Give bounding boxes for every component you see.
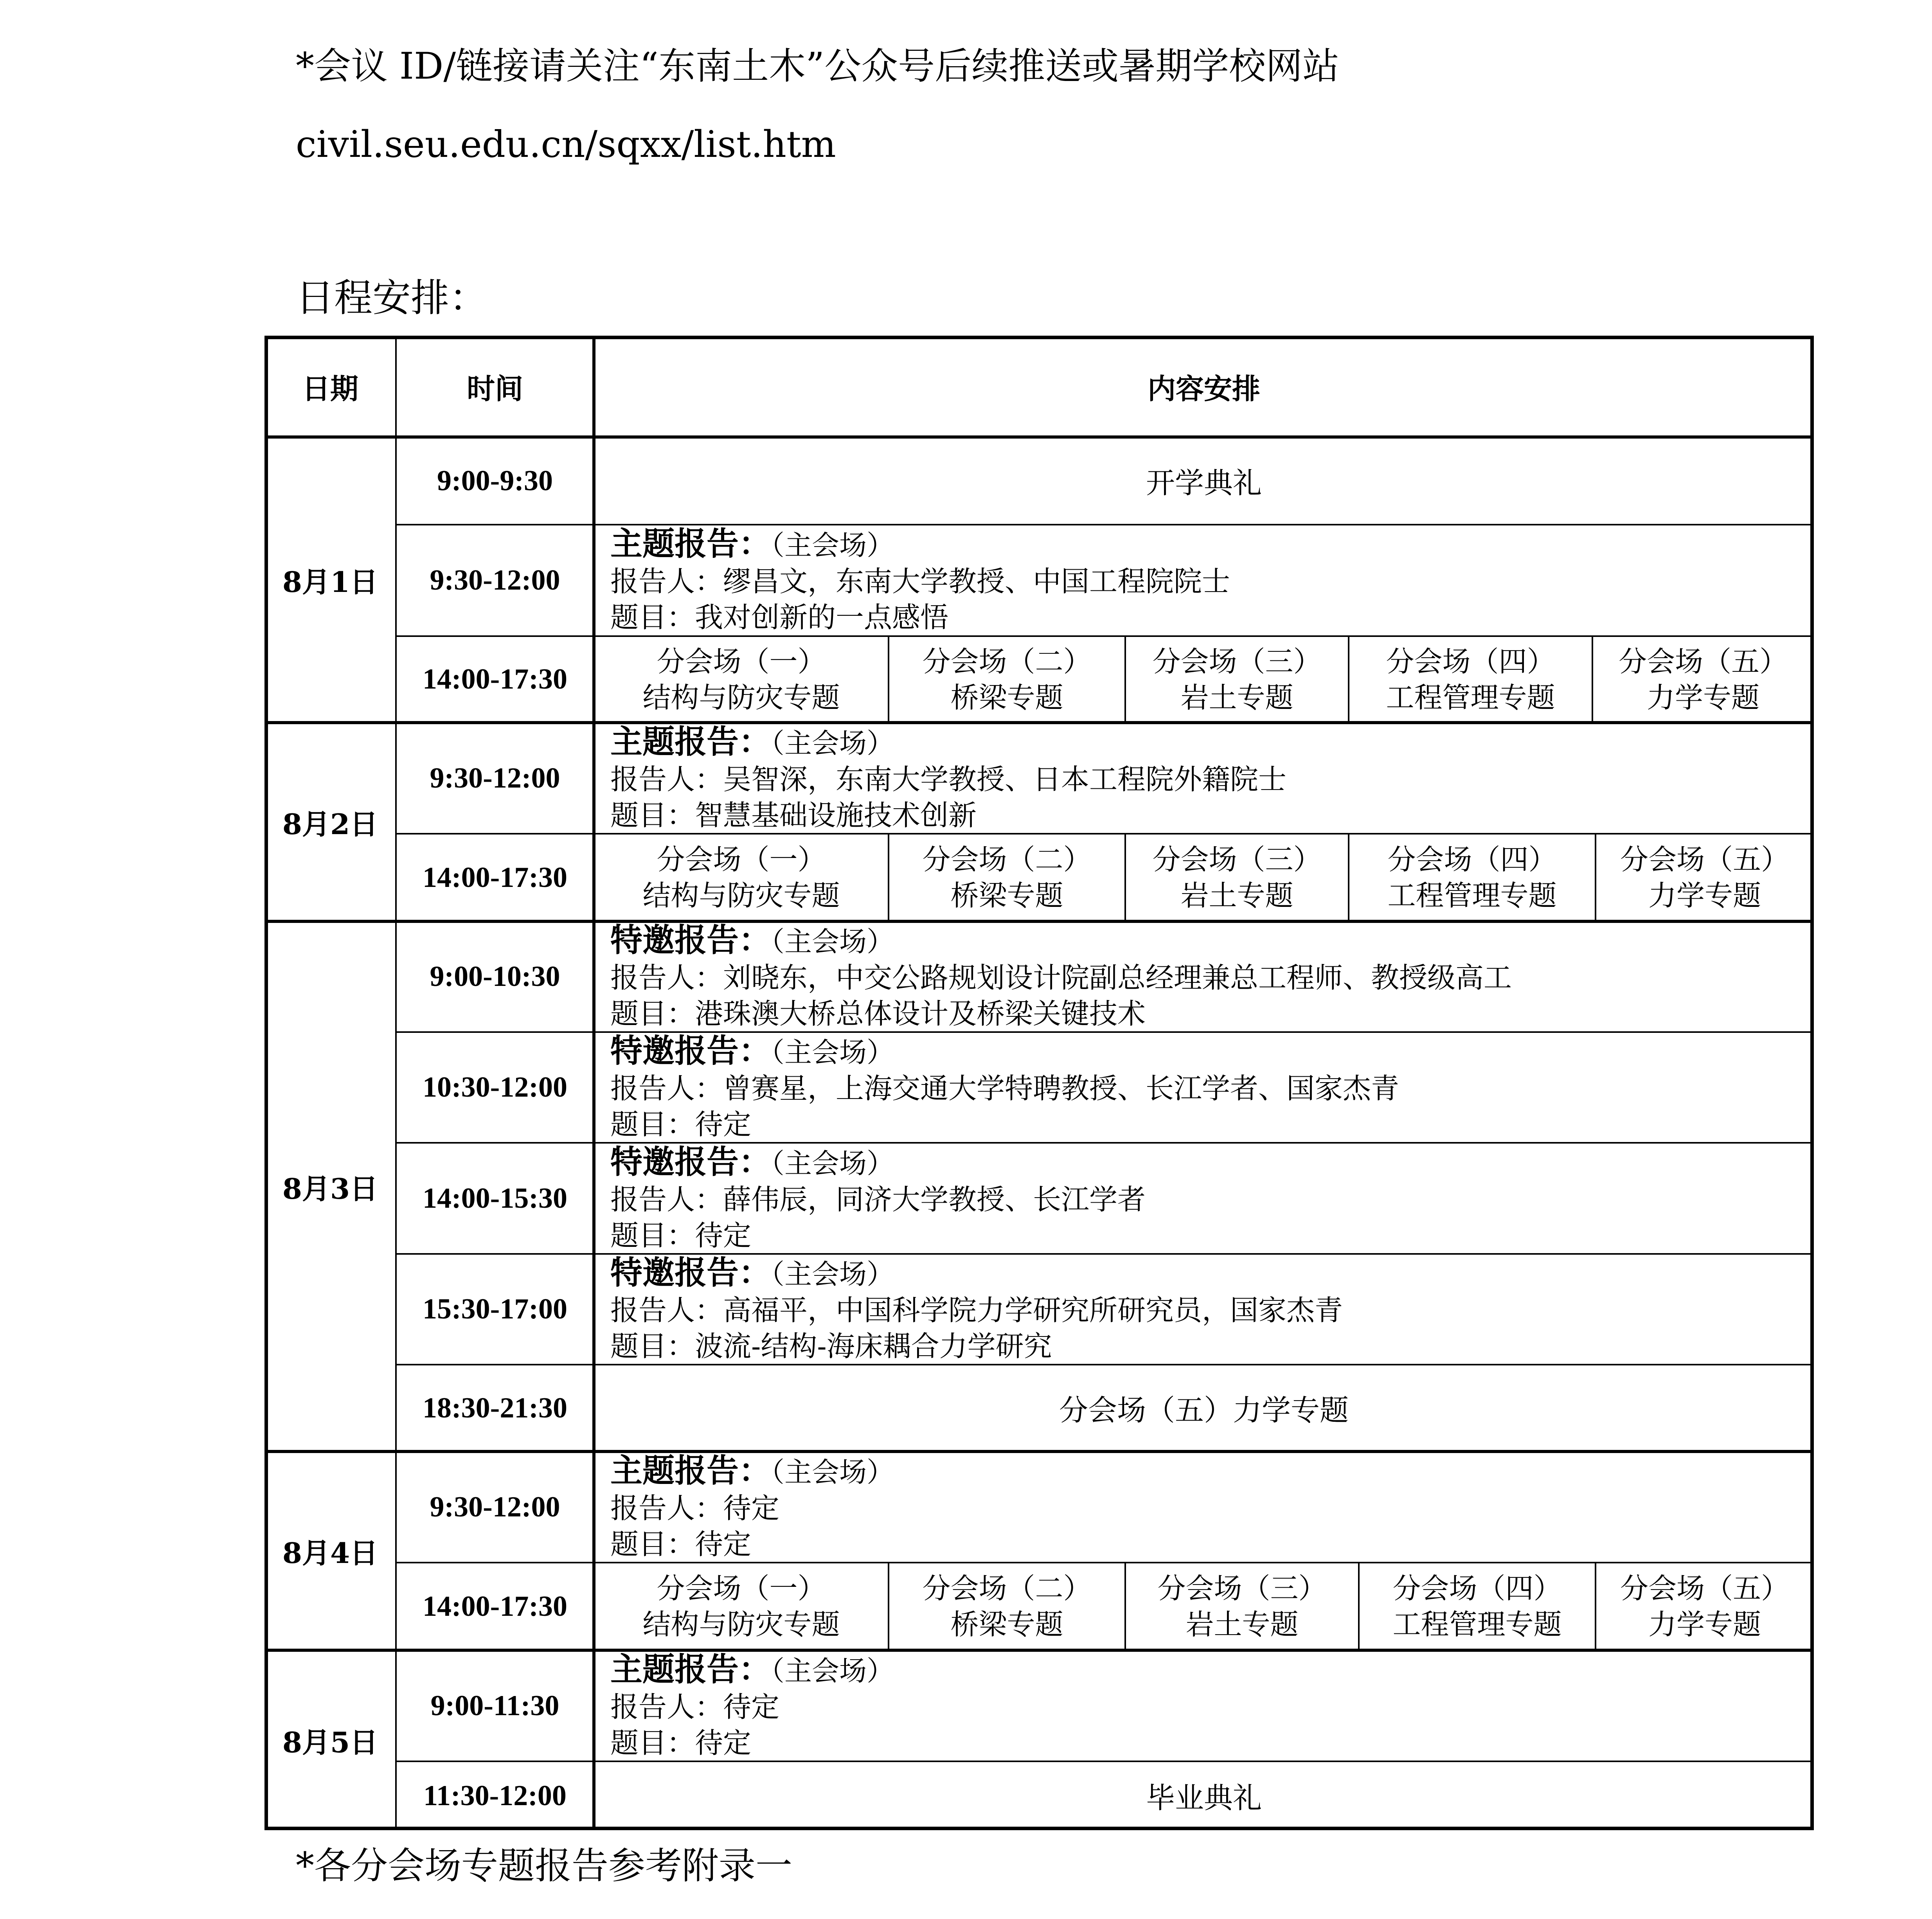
report-venue: （主会场） [771, 1147, 894, 1180]
time-cell: 15:30-17:00 [423, 1293, 567, 1325]
grid-line [888, 834, 889, 921]
report-cell [610, 1650, 894, 1761]
report-speaker: 报告人：缪昌文，东南大学教授、中国工程院院士 [610, 565, 1230, 598]
time-cell: 9:30-12:00 [430, 564, 560, 596]
time-cell: 9:30-12:00 [430, 762, 560, 794]
report-heading [610, 922, 1512, 960]
branch-topic: 岩土专题 [1180, 681, 1293, 714]
branch-session-cell [1596, 834, 1814, 921]
report-kind: 特邀报告： [610, 1032, 771, 1070]
report-venue: （主会场） [771, 727, 894, 759]
branch-venue: 分会场（一） [657, 1572, 826, 1605]
top-note: *会议 ID/链接请关注“东南土木”公众号后续推送或暑期学校网站 [296, 45, 1340, 88]
report-venue: （主会场） [771, 1036, 894, 1068]
branch-session-cell [889, 636, 1125, 723]
grid-line [1348, 636, 1349, 723]
grid-line [1358, 1563, 1360, 1650]
date-cell: 8月3日 [282, 1172, 378, 1205]
time-cell: 14:00-17:30 [423, 663, 567, 695]
date-cell: 8月2日 [282, 808, 378, 841]
branch-topic: 力学专题 [1646, 681, 1759, 714]
branch-session-cell [889, 834, 1125, 921]
grid-line [1124, 636, 1126, 723]
branch-topic: 岩土专题 [1185, 1608, 1299, 1641]
branch-session-cell [1125, 636, 1349, 723]
report-venue: （主会场） [771, 1655, 894, 1687]
report-cell [610, 1032, 1399, 1143]
date-cell: 8月1日 [282, 565, 378, 599]
time-cell: 9:00-9:30 [437, 464, 553, 497]
report-topic: 题目：波流-结构-海床耦合力学研究 [610, 1330, 1052, 1363]
header-content: 内容安排 [1147, 372, 1260, 405]
branch-topic: 结构与防灾专题 [642, 1608, 840, 1641]
branch-venue: 分会场（二） [922, 1572, 1092, 1605]
branch-venue: 分会场（一） [657, 843, 826, 876]
schedule-table [264, 336, 1814, 1830]
report-cell [610, 1143, 1146, 1254]
report-kind: 主题报告： [610, 1651, 771, 1688]
report-venue: （主会场） [771, 926, 894, 958]
time-cell: 14:00-15:30 [423, 1182, 567, 1214]
header-date: 日期 [302, 372, 358, 405]
branch-topic: 工程管理专题 [1386, 681, 1555, 714]
opening-ceremony: 开学典礼 [1146, 466, 1262, 500]
report-heading [610, 1452, 894, 1490]
footnote: *各分会场专题报告参考附录一 [296, 1845, 793, 1887]
branch-session-cell [1125, 834, 1349, 921]
date-cell: 8月4日 [282, 1536, 378, 1570]
time-cell: 14:00-17:30 [423, 1590, 567, 1622]
grid-line [1595, 834, 1596, 921]
report-cell [610, 1451, 894, 1563]
report-cell [610, 1254, 1343, 1365]
branch-venue: 分会场（三） [1157, 1572, 1327, 1605]
branch-topic: 力学专题 [1648, 1608, 1761, 1641]
branch-session-cell [1359, 1563, 1596, 1650]
report-heading [610, 525, 1230, 563]
branch-session-cell [1125, 1563, 1359, 1650]
time-cell: 9:00-10:30 [430, 960, 560, 993]
report-speaker: 报告人：吴智深，东南大学教授、日本工程院外籍院士 [610, 763, 1287, 796]
report-speaker: 报告人：高福平，中国科学院力学研究所研究员，国家杰青 [610, 1294, 1343, 1327]
branch-venue: 分会场（四） [1392, 1572, 1562, 1605]
branch-session-cell [889, 1563, 1125, 1650]
branch-venue: 分会场（五） [1618, 645, 1788, 678]
branch-venue: 分会场（二） [922, 645, 1092, 678]
report-topic: 题目：智慧基础设施技术创新 [610, 799, 977, 832]
branch-topic: 岩土专题 [1180, 879, 1293, 912]
report-kind: 特邀报告： [610, 922, 771, 959]
time-cell: 10:30-12:00 [423, 1071, 567, 1103]
branch-topic: 工程管理专题 [1392, 1608, 1562, 1641]
report-heading [610, 1254, 1343, 1292]
report-topic: 题目：待定 [610, 1219, 752, 1252]
branch-venue: 分会场（五） [1620, 1572, 1789, 1605]
report-heading [610, 1651, 894, 1689]
evening-branch-session: 分会场（五）力学专题 [1059, 1394, 1349, 1427]
branch-venue: 分会场（五） [1620, 843, 1789, 876]
branch-session-cell [594, 636, 889, 723]
report-topic: 题目：待定 [610, 1527, 752, 1561]
report-kind: 主题报告： [610, 525, 771, 563]
time-cell: 9:30-12:00 [430, 1491, 560, 1523]
branch-session-cell [1349, 834, 1596, 921]
closing-ceremony: 毕业典礼 [1146, 1781, 1262, 1815]
report-topic: 题目：待定 [610, 1726, 752, 1759]
branch-session-cell [594, 1563, 889, 1650]
section-title: 日程安排： [296, 276, 488, 320]
branch-session-cell [1596, 1563, 1814, 1650]
report-heading [610, 1144, 1146, 1182]
branch-venue: 分会场（二） [922, 843, 1092, 876]
branch-venue: 分会场（四） [1386, 645, 1555, 678]
date-cell: 8月5日 [282, 1726, 378, 1759]
report-venue: （主会场） [771, 1258, 894, 1290]
branch-topic: 桥梁专题 [950, 879, 1063, 912]
report-speaker: 报告人：曾赛星，上海交通大学特聘教授、长江学者、国家杰青 [610, 1072, 1400, 1105]
report-venue: （主会场） [771, 529, 894, 561]
branch-venue: 分会场（四） [1387, 843, 1557, 876]
grid-line [1124, 1563, 1126, 1650]
report-kind: 主题报告： [610, 1452, 771, 1489]
report-heading [610, 1032, 1399, 1070]
report-heading [610, 723, 1286, 761]
report-topic: 题目：待定 [610, 1108, 752, 1141]
header-time: 时间 [466, 372, 523, 405]
branch-venue: 分会场（一） [657, 645, 826, 678]
report-kind: 特邀报告： [610, 1143, 771, 1181]
branch-topic: 结构与防灾专题 [642, 879, 840, 912]
branch-topic: 桥梁专题 [950, 681, 1063, 714]
branch-session-cell [1349, 636, 1592, 723]
website-url: civil.seu.edu.cn/sqxx/list.htm [296, 123, 836, 166]
report-cell [610, 723, 1286, 834]
report-topic: 题目：我对创新的一点感悟 [610, 601, 949, 634]
time-cell: 18:30-21:30 [423, 1392, 567, 1424]
report-speaker: 报告人：待定 [610, 1491, 780, 1525]
grid-line [1592, 636, 1593, 723]
branch-topic: 工程管理专题 [1387, 879, 1557, 912]
grid-line [888, 636, 889, 723]
report-speaker: 报告人：待定 [610, 1690, 780, 1723]
time-cell: 14:00-17:30 [423, 861, 567, 894]
branch-session-cell [1592, 636, 1814, 723]
report-topic: 题目：港珠澳大桥总体设计及桥梁关键技术 [610, 997, 1146, 1030]
branch-topic: 力学专题 [1648, 879, 1761, 912]
branch-topic: 桥梁专题 [950, 1608, 1063, 1641]
grid-line [888, 1563, 889, 1650]
grid-line [1124, 834, 1126, 921]
branch-session-cell [594, 834, 889, 921]
branch-venue: 分会场（三） [1152, 843, 1322, 876]
report-speaker: 报告人：刘晓东，中交公路规划设计院副总经理兼总工程师、教授级高工 [610, 961, 1512, 994]
branch-venue: 分会场（三） [1152, 645, 1322, 678]
time-cell: 9:00-11:30 [430, 1689, 559, 1722]
grid-line [1348, 834, 1349, 921]
branch-topic: 结构与防灾专题 [642, 681, 840, 714]
report-speaker: 报告人：薛伟辰，同济大学教授、长江学者 [610, 1183, 1146, 1216]
report-cell [610, 525, 1230, 636]
time-cell: 11:30-12:00 [423, 1779, 567, 1812]
report-venue: （主会场） [771, 1456, 894, 1488]
grid-line [1595, 1563, 1596, 1650]
report-kind: 主题报告： [610, 723, 771, 761]
report-cell [610, 921, 1512, 1032]
report-kind: 特邀报告： [610, 1254, 771, 1291]
